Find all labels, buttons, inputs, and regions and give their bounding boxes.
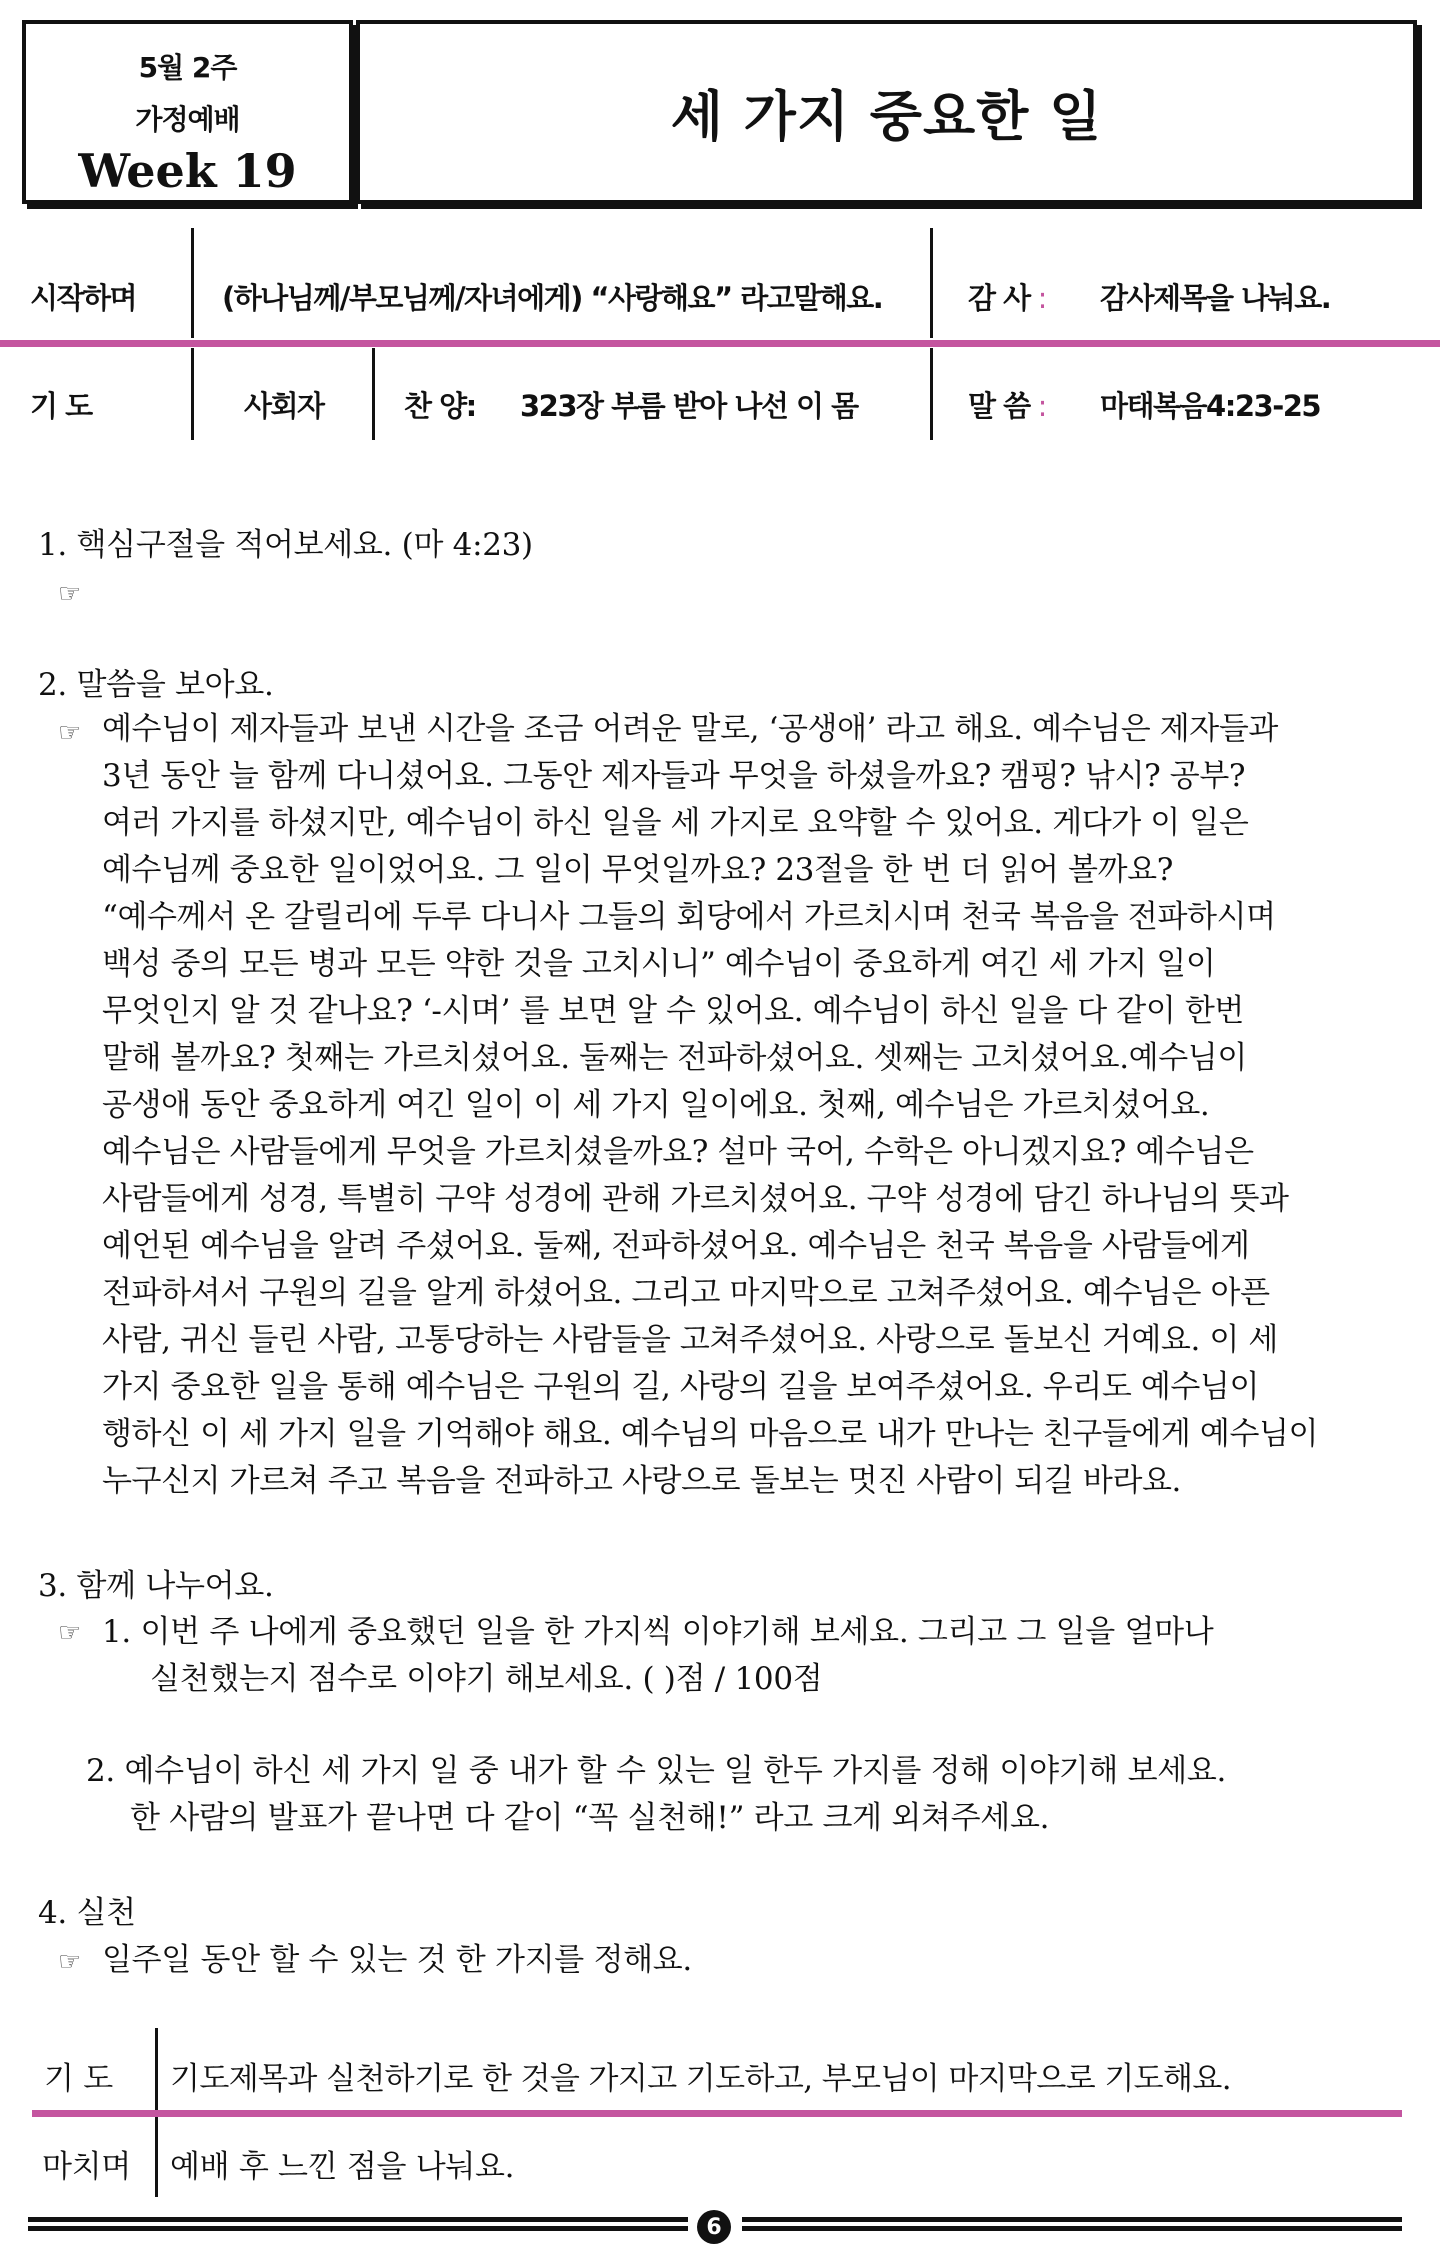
page-number: 6	[697, 2210, 731, 2244]
section1-heading: 1. 핵심구절을 적어보세요. (마 4:23)	[38, 527, 533, 563]
divider	[191, 348, 194, 440]
divider	[155, 2117, 158, 2197]
paragraph-line: 사람들에게 성경, 특별히 구약 성경에 관해 가르치셨어요. 구약 성경에 담긴 하나님의 뜻과	[102, 1181, 1289, 1217]
paragraph-line: 예수님은 사람들에게 무엇을 가르치셨을까요? 설마 국어, 수학은 아니겠지요? 예수님은	[102, 1134, 1254, 1170]
start-label: 시작하며	[30, 281, 137, 315]
footer-rule-left	[28, 2217, 688, 2222]
practice-text: 일주일 동안 할 수 있는 것 한 가지를 정해요.	[102, 1942, 692, 1978]
paragraph-line: 공생애 동안 중요하게 여긴 일이 이 세 가지 일이에요. 첫째, 예수님은 가르치셨어요.	[102, 1087, 1210, 1123]
title-box	[356, 20, 1417, 204]
page-title: 세 가지 중요한 일	[670, 84, 1103, 148]
paragraph-line: 예수님께 중요한 일이었어요. 그 일이 무엇일까요? 23절을 한 번 더 읽어 볼까요?	[102, 852, 1173, 888]
closing-pray-text: 기도제목과 실천하기로 한 것을 가지고 기도하고, 부모님이 마지막으로 기도해요.	[170, 2061, 1231, 2097]
word-text: 마태복음4:23-25	[1100, 389, 1321, 423]
pointing-hand-icon: ☞	[58, 718, 82, 748]
divider	[155, 2028, 158, 2112]
paragraph-line: 무엇인지 알 것 같나요? ‘-시며’ 를 보면 알 수 있어요. 예수님이 하신 일을 다 같이 한번	[102, 993, 1244, 1029]
divider	[930, 228, 933, 338]
section2-heading: 2. 말씀을 보아요.	[38, 667, 274, 703]
leader-label: 사회자	[244, 389, 324, 423]
week-box	[22, 20, 353, 204]
pointing-hand-icon: ☞	[58, 1947, 82, 1977]
section3-heading: 3. 함께 나누어요.	[38, 1568, 274, 1604]
pink-divider	[0, 340, 1440, 347]
paragraph-line: 여러 가지를 하셨지만, 예수님이 하신 일을 세 가지로 요약할 수 있어요. 게다가 이 일은	[102, 805, 1249, 841]
section4-heading: 4. 실천	[38, 1895, 136, 1931]
paragraph-line: 말해 볼까요? 첫째는 가르치셨어요. 둘째는 전파하셨어요. 셋째는 고치셨어요.예수님이	[102, 1040, 1247, 1076]
song-label: 찬 양:	[404, 389, 476, 423]
paragraph-line: 사람, 귀신 들린 사람, 고통당하는 사람들을 고쳐주셨어요. 사랑으로 돌보신 거예요. 이 세	[102, 1322, 1278, 1358]
question1-line2: 실천했는지 점수로 이야기 해보세요. ( )점 / 100점	[150, 1661, 823, 1697]
footer-rule-left	[28, 2226, 688, 2231]
question2-line2: 한 사람의 발표가 끝나면 다 같이 “꼭 실천해!” 라고 크게 외쳐주세요.	[130, 1800, 1050, 1836]
paragraph-line: 가지 중요한 일을 통해 예수님은 구원의 길, 사랑의 길을 보여주셨어요. 우리도 예수님이	[102, 1369, 1260, 1405]
paragraph-line: 예수님이 제자들과 보낸 시간을 조금 어려운 말로, ‘공생애’ 라고 해요. 예수님은 제자들과	[102, 711, 1278, 747]
divider	[930, 348, 933, 440]
section2-paragraph	[102, 706, 1440, 1505]
divider	[191, 228, 194, 338]
closing-end-label: 마치며	[42, 2149, 131, 2185]
word-label-group	[968, 384, 1046, 425]
week-kind: 가정예배	[135, 103, 240, 136]
paragraph-line: 행하신 이 세 가지 일을 기억해야 해요. 예수님의 마음으로 내가 만나는 친구들에게 예수님이	[102, 1416, 1319, 1452]
pointing-hand-icon: ☞	[58, 579, 82, 609]
start-text: (하나님께/부모님께/자녀에게) “사랑해요” 라고말해요.	[222, 281, 883, 315]
question1-line1: 1. 이번 주 나에게 중요했던 일을 한 가지씩 이야기해 보세요. 그리고 그 일을 얼마나	[102, 1614, 1214, 1650]
pointing-hand-icon: ☞	[58, 1618, 82, 1648]
thanks-colon: :	[1037, 281, 1046, 315]
paragraph-line: 예언된 예수님을 알려 주셨어요. 둘째, 전파하셨어요. 예수님은 천국 복음을 사람들에게	[102, 1228, 1250, 1264]
paragraph-line: 백성 중의 모든 병과 모든 약한 것을 고치시니” 예수님이 중요하게 여긴 세 가지 일이	[102, 946, 1216, 982]
paragraph-line: 전파하셔서 구원의 길을 알게 하셨어요. 그리고 마지막으로 고쳐주셨어요. 예수님은 아픈	[102, 1275, 1270, 1311]
footer-rule-right	[742, 2217, 1402, 2222]
pray-label: 기 도	[30, 389, 92, 423]
week-date: 5월 2주	[138, 51, 237, 84]
song-text: 323장 부름 받아 나선 이 몸	[520, 389, 858, 423]
thanks-text: 감사제목을 나눠요.	[1100, 281, 1331, 315]
paragraph-line: 3년 동안 늘 함께 다니셨어요. 그동안 제자들과 무엇을 하셨을까요? 캠핑? 낚시? 공부?	[102, 758, 1246, 794]
paragraph-line: “예수께서 온 갈릴리에 두루 다니사 그들의 회당에서 가르치시며 천국 복음을 전파하시며	[102, 899, 1276, 935]
divider	[372, 348, 375, 440]
word-colon: :	[1037, 389, 1046, 423]
paragraph-line: 누구신지 가르쳐 주고 복음을 전파하고 사랑으로 돌보는 멋진 사람이 되길 바라요.	[102, 1463, 1182, 1499]
week-label: Week 19	[78, 144, 297, 198]
pink-divider	[32, 2110, 1402, 2117]
thanks-label: 감 사	[968, 281, 1030, 315]
word-label: 말 씀	[968, 389, 1030, 423]
thanks-label-group	[968, 276, 1046, 317]
question2-line1: 2. 예수님이 하신 세 가지 일 중 내가 할 수 있는 일 한두 가지를 정해 이야기해 보세요.	[86, 1753, 1227, 1789]
closing-end-text: 예배 후 느낀 점을 나눠요.	[170, 2149, 515, 2185]
closing-pray-label: 기 도	[44, 2061, 113, 2097]
footer-rule-right	[742, 2226, 1402, 2231]
